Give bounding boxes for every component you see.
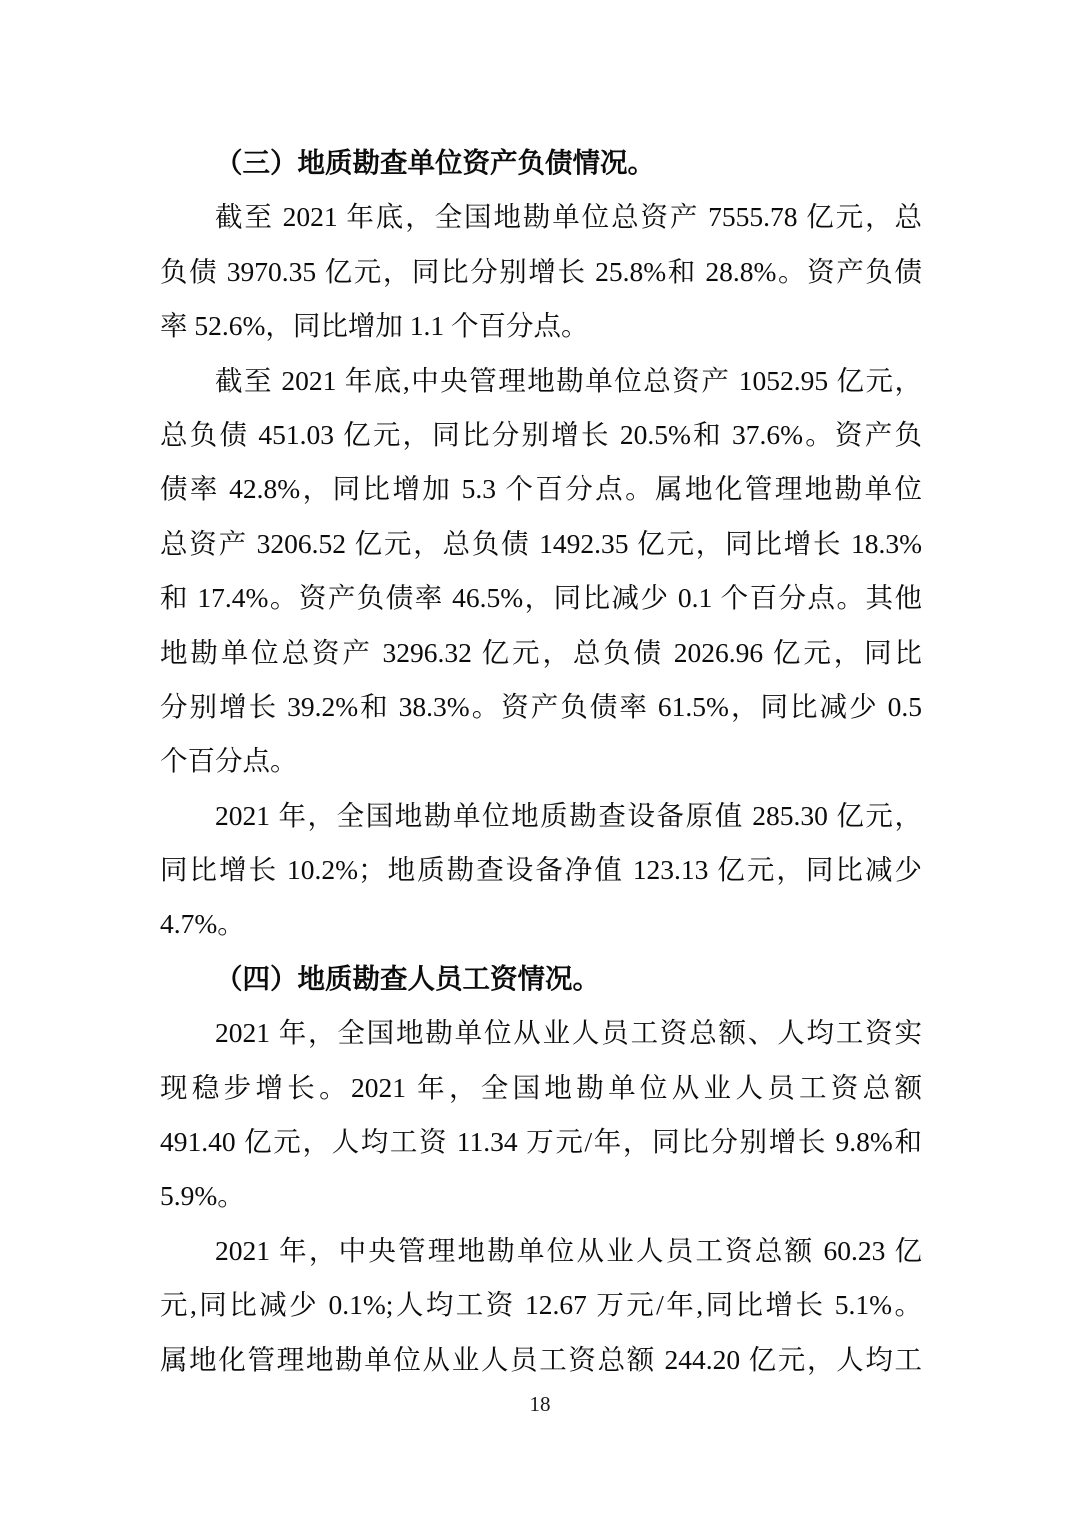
text-line: 债率 42.8%，同比增加 5.3 个百分点。属地化管理地勘单位 — [160, 473, 922, 505]
page-number: 18 — [529, 1392, 551, 1416]
heading-section-4: （四）地质勘查人员工资情况。 — [215, 962, 600, 994]
text-line: 和 17.4%。资产负债率 46.5%，同比减少 0.1 个百分点。其他 — [160, 582, 922, 614]
text-line: 负债 3970.35 亿元，同比分别增长 25.8%和 28.8%。资产负债 — [160, 255, 922, 287]
text-line: 总负债 451.03 亿元，同比分别增长 20.5%和 37.6%。资产负 — [160, 418, 922, 450]
text-line: 总资产 3206.52 亿元，总负债 1492.35 亿元，同比增长 18.3% — [160, 527, 922, 559]
text-line: 地勘单位总资产 3296.32 亿元，总负债 2026.96 亿元，同比 — [160, 636, 922, 668]
text-line: 现稳步增长。2021 年，全国地勘单位从业人员工资总额 — [160, 1071, 922, 1103]
text-line: 2021 年，中央管理地勘单位从业人员工资总额 60.23 亿 — [215, 1234, 922, 1266]
text-line: 2021 年，全国地勘单位从业人员工资总额、人均工资实 — [215, 1017, 922, 1049]
text-line: 元,同比减少 0.1%;人均工资 12.67 万元/年,同比增长 5.1%。 — [160, 1289, 922, 1321]
page-body-text — [160, 136, 922, 1387]
text-line: 5.9%。 — [160, 1180, 245, 1212]
text-line: 个百分点。 — [160, 745, 298, 777]
heading-section-3: （三）地质勘查单位资产负债情况。 — [215, 147, 655, 178]
text-line: 属地化管理地勘单位从业人员工资总额 244.20 亿元，人均工 — [160, 1343, 922, 1375]
text-line: 同比增长 10.2%；地质勘查设备净值 123.13 亿元，同比减少 — [160, 854, 922, 886]
text-line: 率 52.6%，同比增加 1.1 个百分点。 — [160, 310, 589, 342]
text-line: 分别增长 39.2%和 38.3%。资产负债率 61.5%，同比减少 0.5 — [160, 690, 922, 722]
text-line: 截至 2021 年底，全国地勘单位总资产 7555.78 亿元，总 — [215, 201, 922, 233]
text-line: 截至 2021 年底,中央管理地勘单位总资产 1052.95 亿元， — [215, 364, 922, 396]
text-line: 491.40 亿元，人均工资 11.34 万元/年，同比分别增长 9.8%和 — [160, 1126, 922, 1158]
text-line: 4.7%。 — [160, 908, 245, 940]
text-line: 2021 年，全国地勘单位地质勘查设备原值 285.30 亿元， — [215, 799, 922, 831]
